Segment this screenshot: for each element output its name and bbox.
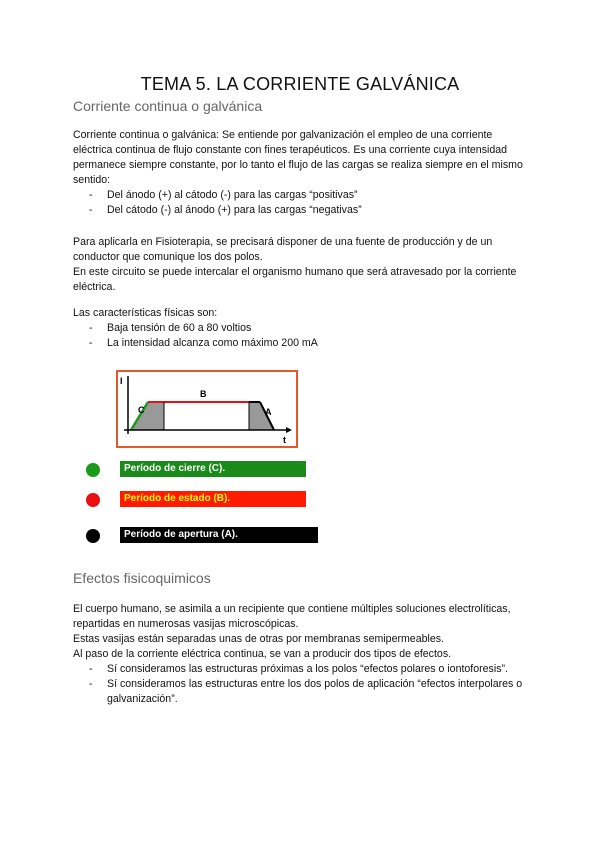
section2-body	[73, 602, 533, 707]
effects-list	[73, 662, 533, 707]
legend-bar-opening: Período de apertura (A).	[120, 527, 318, 543]
section-heading-efectos: Efectos fisicoquimicos	[73, 570, 211, 586]
intro-paragraph: Corriente continua o galvánica: Se entiende por galvanización el empleo de una corriente eléctrica continua de flujo constante con fines terapéuticos. Es una corriente cuya intensidad permanece siempre constante, por lo tanto el flujo de las cargas se realiza siempre en el mismo sentido:	[73, 129, 523, 186]
body-analogy-paragraph: El cuerpo humano, se asimila a un recipiente que contiene múltiples soluciones electrolíticas, repartidas en numerosas vasijas microscópicas.	[73, 603, 511, 630]
waveform-svg	[118, 372, 296, 446]
application-paragraphs	[73, 235, 533, 295]
red-dot	[86, 493, 100, 507]
current-waveform-diagram	[116, 370, 298, 448]
list-item: - La intensidad alcanza como máximo 200 mA	[73, 336, 533, 351]
membranes-paragraph: Estas vasijas están separadas unas de otras por membranas semipermeables.	[73, 633, 444, 645]
list-item: - Sí consideramos las estructuras entre los dos polos de aplicación “efectos interpolares o galvanización”.	[73, 677, 533, 707]
legend-state	[86, 491, 308, 509]
section1-body	[73, 128, 533, 218]
legend-bar-closing: Período de cierre (C).	[120, 461, 306, 477]
characteristics-list	[73, 321, 533, 351]
x-axis-label: t	[283, 435, 286, 445]
characteristics-intro: Las características físicas son:	[73, 307, 218, 319]
list-item: - Sí consideramos las estructuras próximas a los polos “efectos polares o iontoforesis”.	[73, 662, 533, 677]
x-axis-arrow	[286, 427, 292, 433]
list-item: - Baja tensión de 60 a 80 voltios	[73, 321, 533, 336]
black-dot	[86, 529, 100, 543]
charge-flow-list	[73, 188, 533, 218]
effects-paragraph: Al paso de la corriente eléctrica continua, se van a producir dos tipos de efectos.	[73, 648, 452, 660]
label-b: B	[200, 389, 207, 399]
legend-opening	[86, 527, 320, 545]
closing-ramp-fill	[131, 402, 164, 430]
legend-bar-state: Período de estado (B).	[120, 491, 306, 507]
application-paragraph: Para aplicarla en Fisioterapia, se precisará disponer de una fuente de producción y de un conductor que comunique los dos polos.	[73, 236, 493, 263]
list-item: - Del ánodo (+) al cátodo (-) para las cargas “positivas”	[73, 188, 533, 203]
y-axis-label: I	[120, 376, 123, 386]
legend-closing	[86, 461, 308, 479]
list-item: - Del cátodo (-) al ánodo (+) para las cargas “negativas”	[73, 203, 533, 218]
section-heading-corriente: Corriente continua o galvánica	[73, 98, 263, 114]
characteristics-block	[73, 306, 533, 351]
page-title: TEMA 5. LA CORRIENTE GALVÁNICA	[140, 74, 460, 94]
green-dot	[86, 463, 100, 477]
label-c: C	[138, 405, 145, 415]
label-a: A	[265, 407, 272, 417]
circuit-paragraph: En este circuito se puede intercalar el organismo humano que será atravesado por la corriente eléctrica.	[73, 266, 517, 293]
